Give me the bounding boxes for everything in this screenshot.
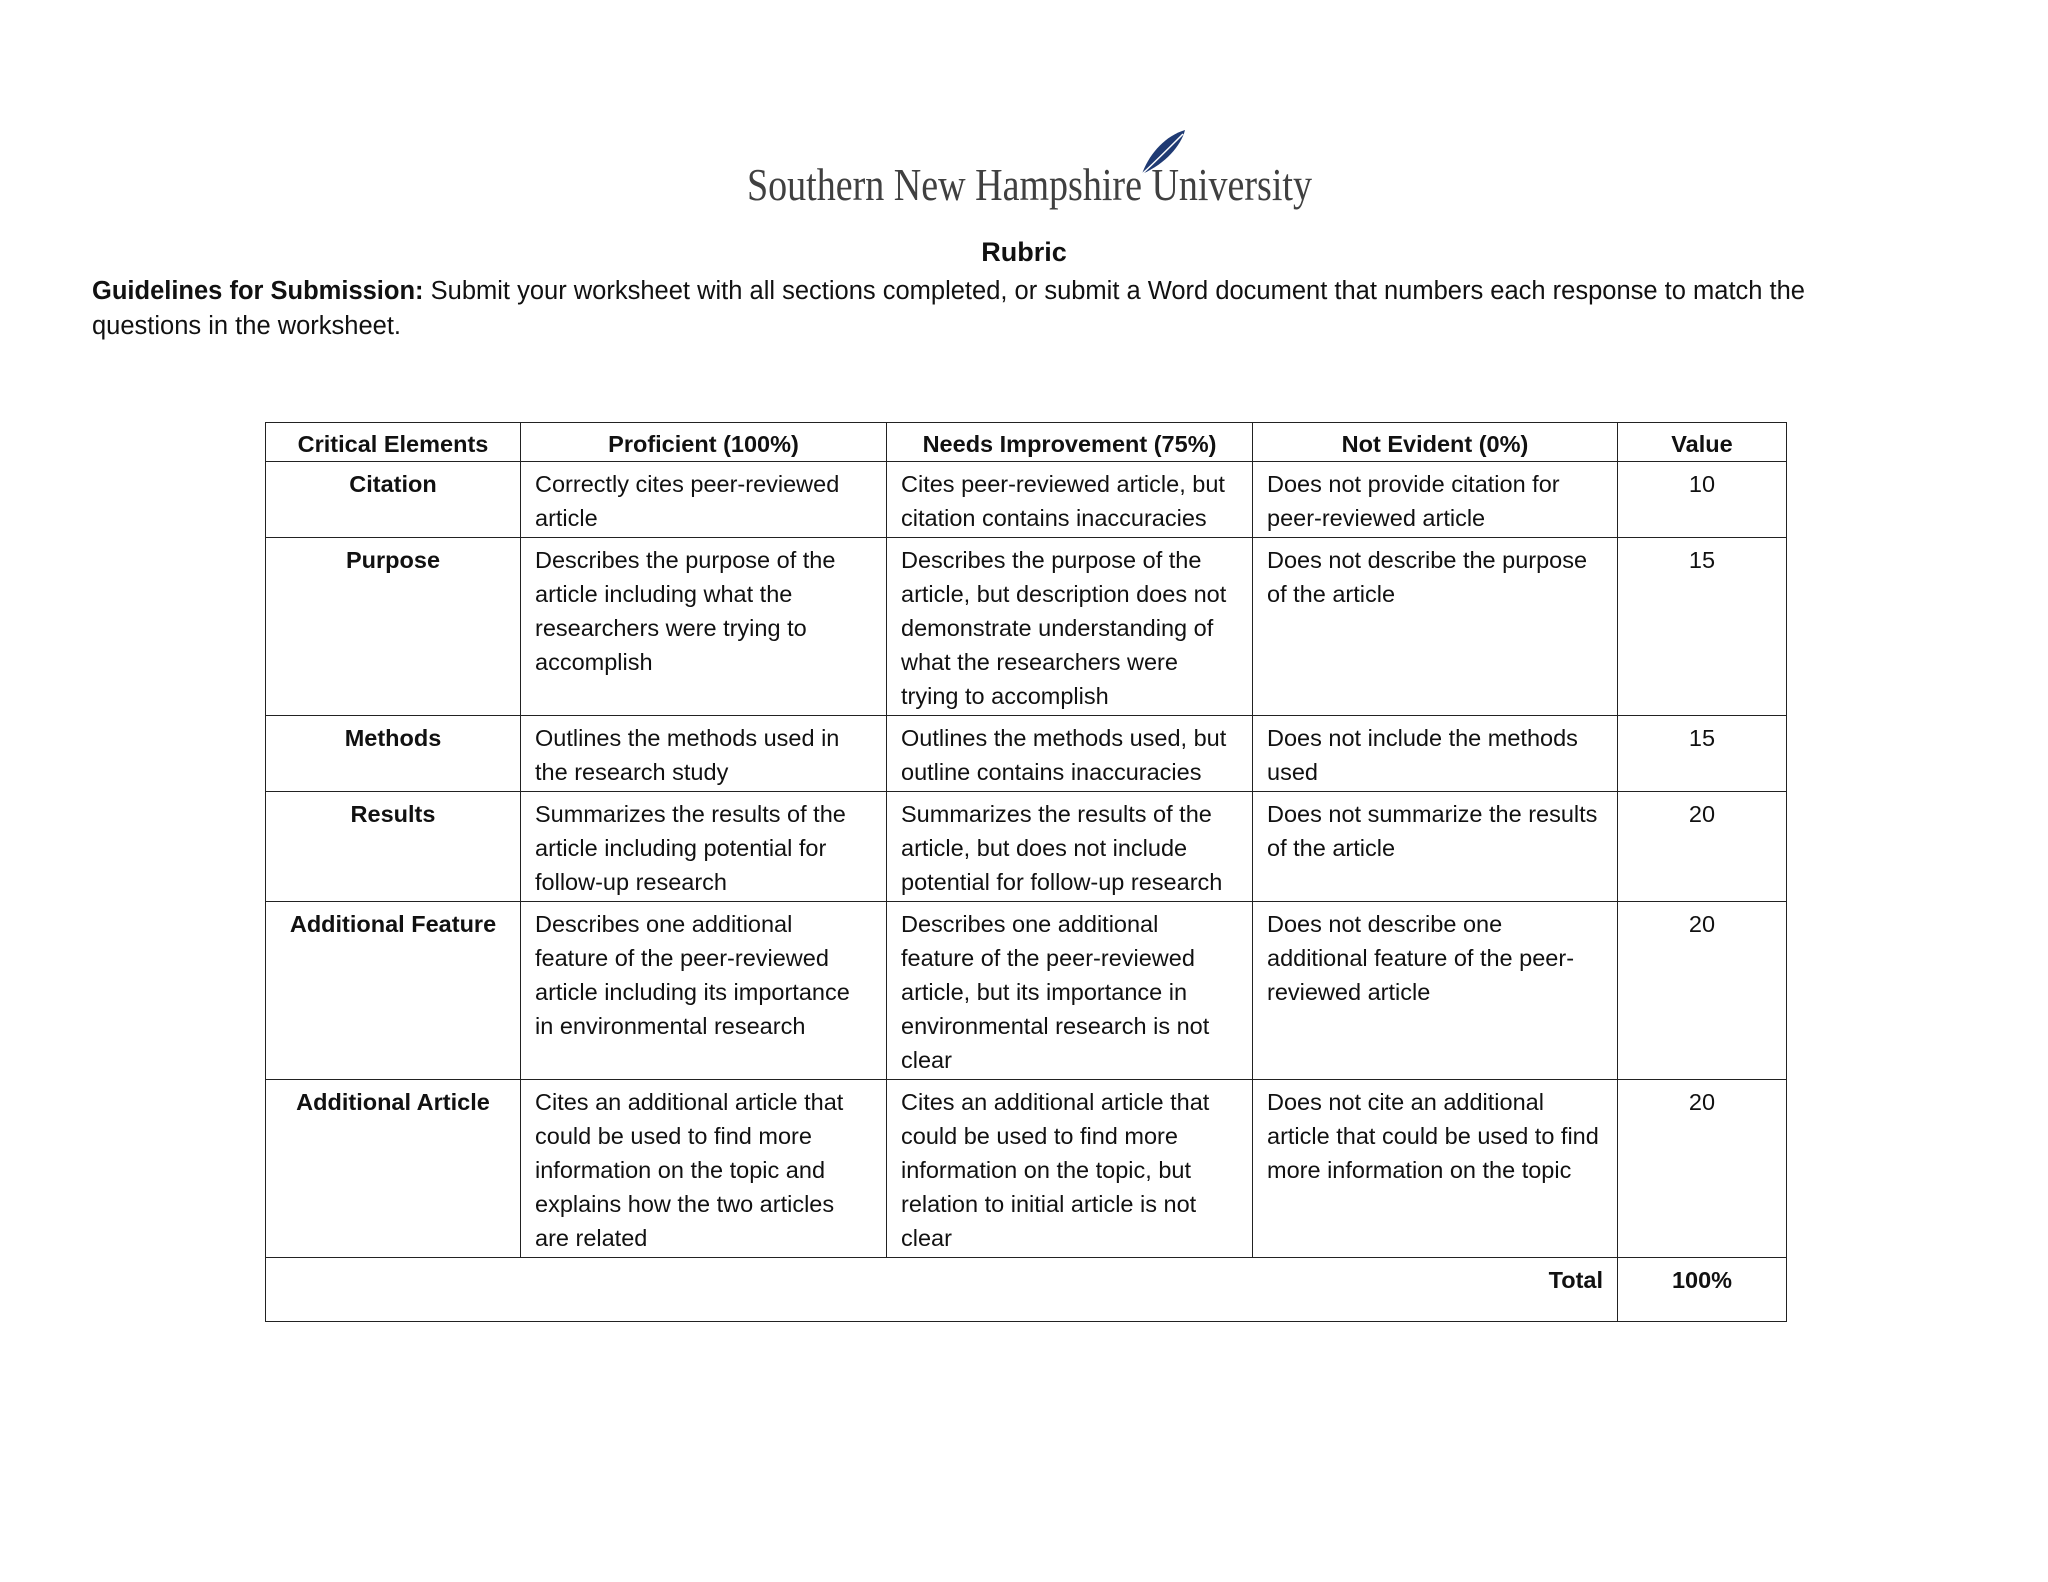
proficient-cell: Summarizes the results of the article including potential for follow-up research <box>521 792 887 902</box>
table-header-row <box>266 423 1787 462</box>
header-proficient: Proficient (100%) <box>521 423 887 462</box>
needs-improvement-cell: Summarizes the results of the article, but does not include potential for follow-up research <box>887 792 1253 902</box>
value-cell: 15 <box>1618 538 1787 716</box>
header-critical-elements: Critical Elements <box>266 423 521 462</box>
proficient-cell: Outlines the methods used in the research study <box>521 716 887 792</box>
critical-element-cell: Purpose <box>266 538 521 716</box>
total-row <box>266 1258 1787 1322</box>
not-evident-cell: Does not summarize the results of the article <box>1253 792 1618 902</box>
proficient-cell: Describes the purpose of the article including what the researchers were trying to accomplish <box>521 538 887 716</box>
critical-element-cell: Additional Feature <box>266 902 521 1080</box>
proficient-cell: Cites an additional article that could be used to find more information on the topic and explains how the two articles are related <box>521 1080 887 1258</box>
needs-improvement-cell: Cites peer-reviewed article, but citation contains inaccuracies <box>887 462 1253 538</box>
not-evident-cell: Does not describe the purpose of the article <box>1253 538 1618 716</box>
table-row <box>266 716 1787 792</box>
not-evident-cell: Does not cite an additional article that could be used to find more information on the topic <box>1253 1080 1618 1258</box>
needs-improvement-cell: Cites an additional article that could be used to find more information on the topic, but relation to initial article is not clear <box>887 1080 1253 1258</box>
submission-guidelines <box>92 274 1872 344</box>
value-cell: 15 <box>1618 716 1787 792</box>
needs-improvement-cell: Outlines the methods used, but outline contains inaccuracies <box>887 716 1253 792</box>
header-value: Value <box>1618 423 1787 462</box>
university-logo <box>745 124 1325 220</box>
table-row <box>266 538 1787 716</box>
guidelines-text: Submit your worksheet with all sections completed, or submit a Word document that numbers each response to match the questions in the worksheet. <box>92 277 1805 340</box>
not-evident-cell: Does not include the methods used <box>1253 716 1618 792</box>
critical-element-cell: Results <box>266 792 521 902</box>
header-needs-improvement: Needs Improvement (75%) <box>887 423 1253 462</box>
table-row <box>266 462 1787 538</box>
not-evident-cell: Does not provide citation for peer-reviewed article <box>1253 462 1618 538</box>
value-cell: 20 <box>1618 792 1787 902</box>
total-label: Total <box>266 1258 1618 1322</box>
needs-improvement-cell: Describes the purpose of the article, but description does not demonstrate understanding of what the researchers were trying to accomplish <box>887 538 1253 716</box>
guidelines-label: Guidelines for Submission: <box>92 277 424 305</box>
value-cell: 20 <box>1618 902 1787 1080</box>
table-row <box>266 792 1787 902</box>
value-cell: 10 <box>1618 462 1787 538</box>
table-row <box>266 902 1787 1080</box>
critical-element-cell: Methods <box>266 716 521 792</box>
page-title: Rubric <box>981 237 1067 267</box>
not-evident-cell: Does not describe one additional feature of the peer-reviewed article <box>1253 902 1618 1080</box>
value-cell: 20 <box>1618 1080 1787 1258</box>
critical-element-cell: Citation <box>266 462 521 538</box>
table-row <box>266 1080 1787 1258</box>
critical-element-cell: Additional Article <box>266 1080 521 1258</box>
header-not-evident: Not Evident (0%) <box>1253 423 1618 462</box>
needs-improvement-cell: Describes one additional feature of the peer-reviewed article, but its importance in environmental research is not clear <box>887 902 1253 1080</box>
proficient-cell: Correctly cites peer-reviewed article <box>521 462 887 538</box>
logo-text: Southern New Hampshire University <box>747 159 1312 210</box>
total-value: 100% <box>1618 1258 1787 1322</box>
rubric-table <box>265 422 1787 1322</box>
proficient-cell: Describes one additional feature of the peer-reviewed article including its importance in environmental research <box>521 902 887 1080</box>
